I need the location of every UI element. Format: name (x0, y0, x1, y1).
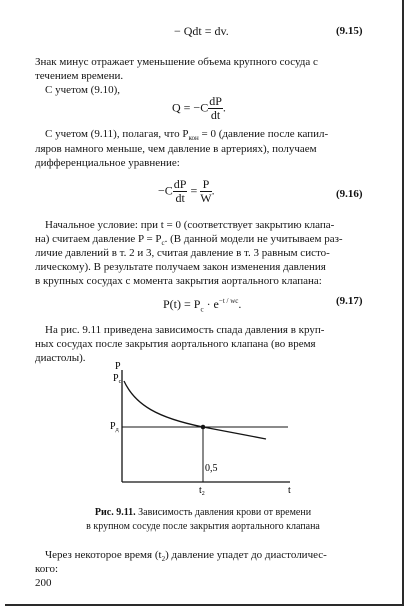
paragraph-line: течением времени. (35, 70, 124, 82)
equation-end: . (238, 297, 242, 311)
text-run: С учетом (9.11), полагая, что P (45, 128, 189, 140)
equation-q-end: . (222, 100, 226, 115)
text-run: . (В данной модели не учитываем раз- (164, 233, 343, 245)
text-run: на) считаем давление P = P (35, 233, 162, 245)
equals-sign: = (187, 183, 201, 198)
fraction (208, 95, 223, 122)
paragraph-line: в крупных сосудах с момента закрытия аортального клапана: (35, 275, 322, 287)
equation-end: . (211, 183, 215, 198)
fraction-denominator: W (200, 191, 212, 205)
pressure-decay-curve (124, 381, 266, 439)
equation-9-16 (158, 178, 215, 205)
equation-lhs: −C (158, 183, 173, 198)
fraction-numerator: P (200, 178, 211, 192)
equation-number-9-15: (9.15) (336, 25, 363, 37)
text-run: ) давление упадет до диастоличес- (165, 549, 327, 561)
paragraph-line: Начальное условие: при t = 0 (соответствует закрытию клапа- (45, 219, 335, 231)
y-axis-label: P (115, 361, 121, 372)
paragraph-line: ных сосудах после закрытия аортального клапана (во время (35, 338, 316, 350)
fraction-numerator: dP (173, 177, 187, 191)
fraction (200, 178, 211, 205)
figure-caption (0, 506, 406, 520)
pd-label (110, 421, 119, 433)
equation-lhs: P(t) = P (163, 297, 201, 311)
fraction-denominator: dt (210, 108, 221, 122)
t2-label (199, 485, 205, 497)
paragraph-line: личие давлений в т. 2 и 3, считая давление в т. 3 равным систо- (35, 247, 330, 259)
equation-q-lhs: Q = −C (172, 100, 209, 115)
pc-label-letter: P (113, 373, 119, 384)
equation-9-17 (163, 295, 241, 316)
fraction (173, 178, 188, 205)
fraction-denominator: dt (175, 191, 185, 205)
paragraph-line: кого: (35, 563, 59, 575)
paragraph-line (45, 549, 327, 566)
paragraph-line: С учетом (9.10), (45, 84, 120, 96)
subscript: c (161, 239, 165, 248)
fraction-numerator: dP (209, 94, 222, 108)
equation-9-15: − Qdt = dv. (174, 24, 229, 38)
text-run: Через некоторое время (t (45, 549, 162, 561)
subscript: 2 (161, 555, 166, 564)
caption-text: Зависимость давления крови от времени (135, 507, 312, 518)
pd-label-sub: д (115, 427, 119, 433)
t2-label-letter: t (199, 485, 202, 496)
paragraph-line: диастолы). (35, 352, 86, 364)
paragraph-line: лическому). В результате получаем закон изменения давления (35, 261, 326, 273)
caption-figure-number: Рис. 9.11. (94, 507, 136, 518)
text-run: = 0 (давление после капил- (198, 128, 329, 140)
paragraph-line: ляров намного меньше, чем давление в артериях), получаем (35, 143, 317, 155)
paragraph-line: дифференциальное уравнение: (35, 157, 180, 169)
paragraph-line: На рис. 9.11 приведена зависимость спада давления в круп- (45, 324, 325, 336)
paragraph-line: Знак минус отражает уменьшение объема крупного сосуда с (35, 56, 318, 68)
t2-label-sub: 2 (201, 491, 205, 497)
equation-number-9-16: (9.16) (336, 188, 363, 200)
intersection-point (201, 425, 206, 430)
subscript: кон (188, 134, 199, 143)
pc-label-sub: c (118, 379, 122, 385)
equation-mid: · e (203, 297, 219, 311)
pc-label (113, 373, 122, 385)
subscript: c (200, 305, 204, 314)
x-axis-label: t (288, 485, 291, 496)
value-label: 0,5 (205, 463, 218, 474)
figure-caption-line2: в крупном сосуде после закрытия аортального клапана (86, 521, 320, 532)
pd-label-letter: P (110, 421, 116, 432)
pressure-decay-figure (0, 358, 406, 498)
equation-q (172, 95, 226, 122)
superscript: −t / wc (218, 297, 239, 305)
page-number: 200 (35, 577, 52, 589)
equation-number-9-17: (9.17) (336, 295, 363, 307)
